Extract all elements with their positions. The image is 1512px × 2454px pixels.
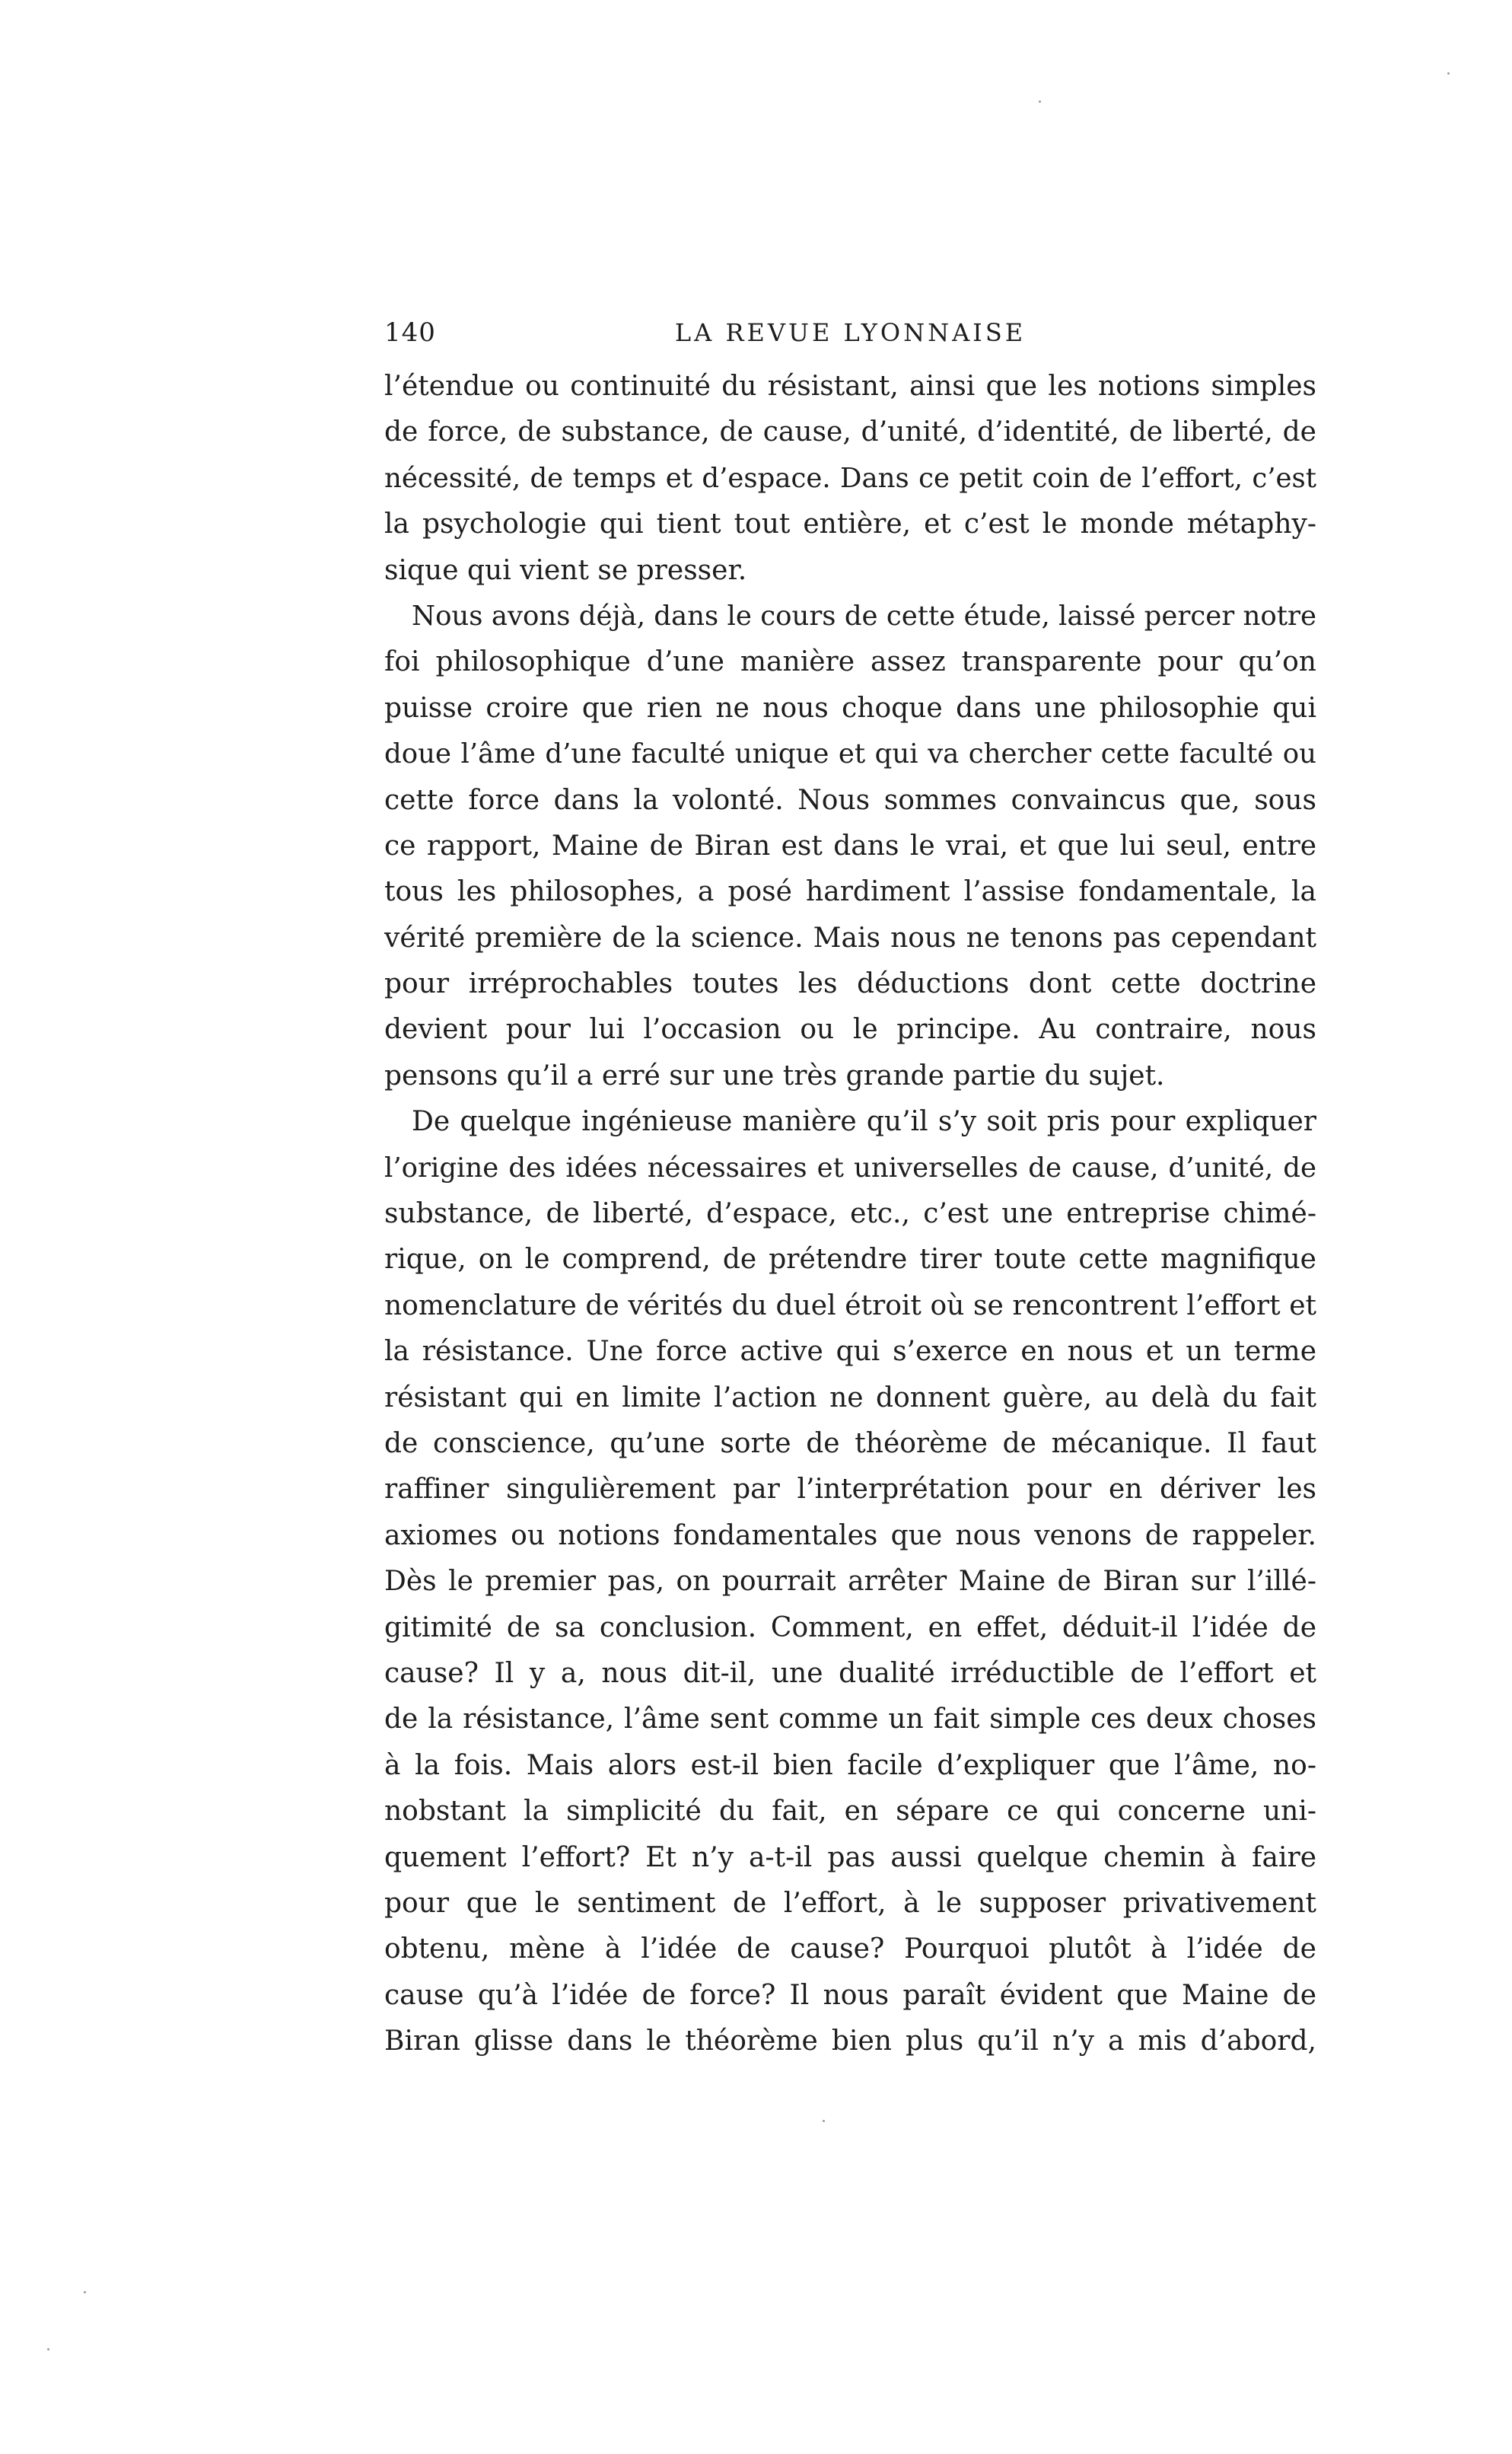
text-line: puisse croire que rien ne nous choque dans une philosophie qui: [384, 692, 1316, 724]
text-line: cause qu’à l’idée de force? Il nous paraît évident que Maine de: [384, 1979, 1316, 2011]
text-line: devient pour lui l’occasion ou le principe. Au contraire, nous: [384, 1014, 1316, 1046]
text-line: pour que le sentiment de l’effort, à le supposer privativement: [384, 1887, 1316, 1919]
body-text: [384, 364, 1316, 2064]
text-line: Dès le premier pas, on pourrait arrêter Maine de Biran sur l’illé-: [384, 1566, 1316, 1598]
text-line: vérité première de la science. Mais nous ne tenons pas cependant: [384, 922, 1316, 954]
text-line: nomenclature de vérités du duel étroit où se rencontrent l’effort et: [384, 1289, 1316, 1321]
text-line: l’étendue ou continuité du résistant, ainsi que les notions simples: [384, 371, 1316, 402]
text-line: foi philosophique d’une manière assez transparente pour qu’on: [384, 646, 1316, 678]
paper-speck: [47, 2348, 49, 2350]
text-line: cette force dans la volonté. Nous sommes convaincus que, sous: [384, 784, 1316, 816]
text-line: la psychologie qui tient tout entière, et c’est le monde métaphy-: [384, 508, 1316, 540]
text-line: ce rapport, Maine de Biran est dans le vrai, et que lui seul, entre: [384, 830, 1316, 862]
text-line: substance, de liberté, d’espace, etc., c’est une entreprise chimé-: [384, 1198, 1316, 1230]
text-line: l’origine des idées nécessaires et universelles de cause, d’unité, de: [384, 1152, 1316, 1184]
text-line: obtenu, mène à l’idée de cause? Pourquoi plutôt à l’idée de: [384, 1933, 1316, 1965]
paragraph-first-line: De quelque ingénieuse manière qu’il s’y soit pris pour expliquer: [412, 1106, 1316, 1138]
running-head: LA REVUE LYONNAISE: [674, 318, 1027, 347]
paragraph-first-line: Nous avons déjà, dans le cours de cette étude, laissé percer notre: [412, 600, 1316, 632]
paper-speck: [1447, 72, 1450, 75]
paper-speck: [823, 2120, 825, 2122]
paper-speck: [1039, 100, 1041, 103]
text-line: de la résistance, l’âme sent comme un fait simple ces deux choses: [384, 1703, 1316, 1735]
text-line: axiomes ou notions fondamentales que nous venons de rappeler.: [384, 1519, 1316, 1551]
text-line: à la fois. Mais alors est-il bien facile d’expliquer que l’âme, no-: [384, 1749, 1316, 1781]
text-line: Biran glisse dans le théorème bien plus qu’il n’y a mis d’abord,: [384, 2025, 1316, 2057]
paragraph-end-line: pensons qu’il a erré sur une très grande partie du sujet.: [384, 1060, 1165, 1092]
paragraph-end-line: sique qui vient se presser.: [384, 554, 747, 586]
text-line: nobstant la simplicité du fait, en sépare ce qui concerne uni-: [384, 1796, 1316, 1828]
text-line: doue l’âme d’une faculté unique et qui va chercher cette faculté ou: [384, 738, 1316, 770]
text-line: nécessité, de temps et d’espace. Dans ce petit coin de l’effort, c’est: [384, 462, 1316, 494]
page-header: [384, 314, 1316, 352]
text-line: raffiner singulièrement par l’interprétation pour en dériver les: [384, 1474, 1316, 1506]
text-line: de conscience, qu’une sorte de théorème de mécanique. Il faut: [384, 1427, 1316, 1459]
paper-speck: [84, 2291, 86, 2293]
text-line: de force, de substance, de cause, d’unité, d’identité, de liberté, de: [384, 416, 1316, 448]
text-line: gitimité de sa conclusion. Comment, en effet, déduit-il l’idée de: [384, 1611, 1316, 1643]
page-number: 140: [384, 317, 436, 348]
text-line: pour irréprochables toutes les déductions dont cette doctrine: [384, 968, 1316, 1000]
text-line: résistant qui en limite l’action ne donnent guère, au delà du fait: [384, 1382, 1316, 1413]
text-line: quement l’effort? Et n’y a-t-il pas aussi quelque chemin à faire: [384, 1841, 1316, 1873]
text-line: tous les philosophes, a posé hardiment l’assise fondamentale, la: [384, 876, 1316, 908]
text-line: la résistance. Une force active qui s’exerce en nous et un terme: [384, 1336, 1316, 1368]
text-line: rique, on le comprend, de prétendre tirer toute cette magnifique: [384, 1244, 1316, 1276]
text-line: cause? Il y a, nous dit-il, une dualité irréductible de l’effort et: [384, 1657, 1316, 1689]
